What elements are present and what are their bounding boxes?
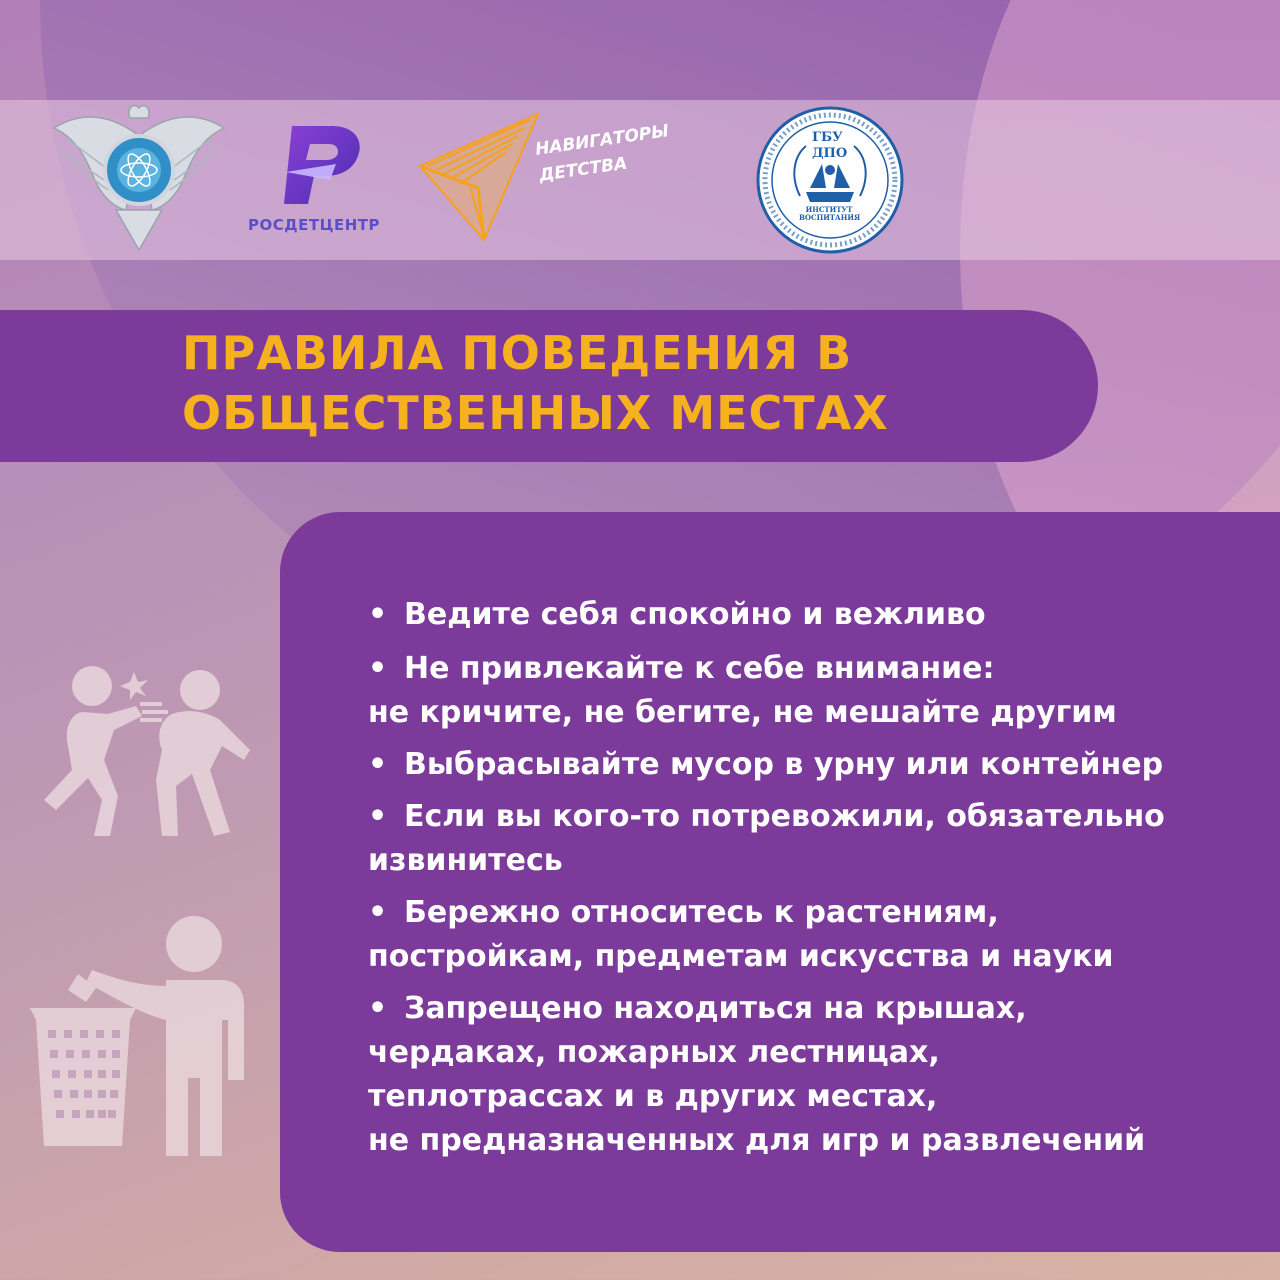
rule-text: Не привлекайте к себе внимание: <box>404 651 995 686</box>
rule-item <box>368 794 1165 840</box>
rule-text-continuation <box>368 1118 1145 1164</box>
navigators-logo-line1: НАВИГАТОРЫ <box>534 121 671 160</box>
rule-text-continuation <box>368 690 1117 736</box>
rule-text: теплотрассах и в других местах, <box>368 1079 938 1114</box>
navigators-arrow-icon <box>418 110 542 244</box>
ministry-emblem-icon <box>46 98 232 258</box>
rule-item <box>368 592 986 638</box>
institute-seal-icon <box>750 106 910 254</box>
rule-text-continuation <box>368 1074 937 1120</box>
bullet-icon: • <box>368 799 388 834</box>
rule-text: Если вы кого-то потревожили, обязательно <box>404 799 1165 834</box>
navigators-logo-line2: ДЕТСТВА <box>538 153 629 186</box>
rule-text: чердаках, пожарных лестницах, <box>368 1035 940 1070</box>
page-title-line2: ОБЩЕСТВЕННЫХ МЕСТАХ <box>182 386 889 440</box>
institute-seal-top: ГБУ <box>812 130 843 145</box>
rule-text-continuation <box>368 1030 940 1076</box>
rule-text: Ведите себя спокойно и вежливо <box>404 597 986 632</box>
institute-seal-middle: ДПО <box>812 146 848 161</box>
rule-text: не предназначенных для игр и развлечений <box>368 1123 1146 1158</box>
rule-item <box>368 742 1163 788</box>
institute-seal-band: ИНСТИТУТ ВОСПИТАНИЯ <box>799 205 861 222</box>
bullet-icon: • <box>368 747 388 782</box>
rule-text-continuation <box>368 934 1114 980</box>
rosdetcentr-logo-icon <box>280 122 370 208</box>
litter-bin-pictogram <box>26 910 256 1156</box>
bullet-icon: • <box>368 991 388 1026</box>
rule-item <box>368 890 999 936</box>
rosdetcentr-logo-text: РОСДЕТЦЕНТР <box>248 216 381 234</box>
pushing-people-pictogram <box>24 650 274 840</box>
rule-item <box>368 986 1027 1032</box>
bullet-icon: • <box>368 895 388 930</box>
bullet-icon: • <box>368 651 388 686</box>
rule-text: извинитесь <box>368 843 563 878</box>
bullet-icon: • <box>368 597 388 632</box>
rule-text: Запрещено находиться на крышах, <box>404 991 1027 1026</box>
rule-item <box>368 646 995 692</box>
page-title-line1: ПРАВИЛА ПОВЕДЕНИЯ В <box>182 326 853 380</box>
rule-text-continuation <box>368 838 563 884</box>
rule-text: Бережно относитесь к растениям, <box>404 895 999 930</box>
rule-text: не кричите, не бегите, не мешайте другим <box>368 695 1117 730</box>
rule-text: Выбрасывайте мусор в урну или контейнер <box>404 747 1164 782</box>
rule-text: постройкам, предметам искусства и науки <box>368 939 1114 974</box>
